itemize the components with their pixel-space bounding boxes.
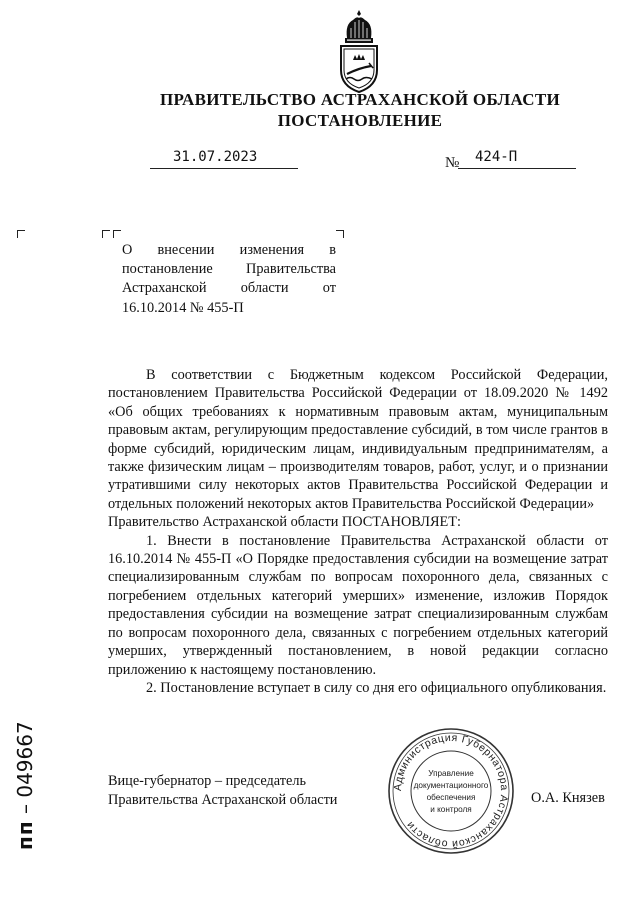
stamp-ring-text: Администрация Губернатора Астраханской области xyxy=(391,731,511,851)
document-number: 424-П xyxy=(475,149,518,165)
subject-corner-mark xyxy=(113,230,121,238)
signatory-position-line-2: Правительства Астраханской области xyxy=(108,791,338,808)
stamp-center-line: и контроля xyxy=(430,805,472,814)
document-date: 31.07.2023 xyxy=(173,149,258,165)
form-number: – 049667 xyxy=(13,721,37,821)
number-label: № xyxy=(445,155,460,171)
left-corner-mark xyxy=(17,230,25,238)
stamp-center-line: обеспечения xyxy=(426,793,476,802)
stamp-center-line: Управление xyxy=(428,769,474,778)
subject-corner-mark xyxy=(336,230,344,238)
item-2-paragraph: 2. Постановление вступает в силу со дня его официального опубликования. xyxy=(146,679,607,696)
signatory-name: О.А. Князев xyxy=(531,790,605,806)
stamp-center-line: документационного xyxy=(413,781,489,790)
coat-of-arms-icon xyxy=(333,8,385,94)
document-subject: О внесении изменения в постановление Правительства Астраханской области от 16.10.2014 № 455-П xyxy=(122,242,336,316)
resolves-paragraph: Правительство Астраханской области ПОСТАНОВЛЯЕТ: xyxy=(108,514,461,531)
item-1-paragraph: 1. Внести в постановление Правительства Астраханской области от 16.10.2014 № 455-П «О Порядке предоставления субсидии на возмещение затрат специализированным службам по вопросам похоронного дела, связанных с погребением отдельных категорий умерших» изменение, изложив Порядок предоставления субсидии на возмещение затрат специализированным службам по вопросам похоронного дела, связанных с погребением отдельных категорий умерших, утвержденный постановлением, в новой редакции согласно приложению к настоящему постановлению. xyxy=(108,532,608,678)
document-type-title: ПОСТАНОВЛЕНИЕ xyxy=(277,111,443,130)
subject-corner-mark xyxy=(102,230,110,238)
official-stamp xyxy=(385,725,517,857)
document-body xyxy=(108,366,608,697)
preamble-paragraph: В соответствии с Бюджетным кодексом Российской Федерации, постановлением Правительства Российской Федерации от 18.09.2020 № 1492 «Об общих требованиях к нормативным правовым актам, муниципальным правовым актам, регулирующим предоставление субсидий, в том числе грантов в форме субсидий, юридическим лицам, индивидуальным предпринимателям, а также физическим лицам – производителям товаров, работ, услуг, и о признании утратившими силу некоторых актов Правительства Российской Федерации и отдельных положений некоторых актов Правительства Российской Федерации» xyxy=(108,367,608,512)
form-series: пп xyxy=(13,820,37,850)
form-serial-code xyxy=(13,721,37,850)
svg-text:Администрация Губернатора Астр xyxy=(392,732,510,850)
government-title: ПРАВИТЕЛЬСТВО АСТРАХАНСКОЙ ОБЛАСТИ xyxy=(160,90,560,109)
signatory-position-line-1: Вице-губернатор – председатель xyxy=(108,773,307,789)
signatory-position xyxy=(108,772,337,810)
